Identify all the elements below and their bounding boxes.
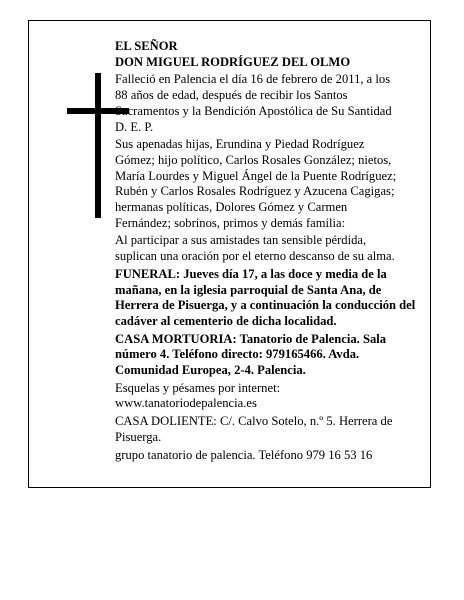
text-line: www.tanatoriodepalencia.es — [115, 396, 257, 411]
text-line: Herrera de Pisuerga, y a continuación la conducción del — [115, 298, 416, 313]
paragraph-familia — [115, 137, 423, 231]
text-line: Fernández; sobrinos, primos y demás familia: — [115, 215, 346, 230]
paragraph-casa-mortuoria — [115, 332, 423, 379]
paragraph-esquelas — [115, 381, 423, 412]
text-line: Esquelas y pésames por internet: — [115, 380, 281, 395]
text-line: Al participar a sus amistades tan sensible pérdida, — [115, 233, 367, 248]
text-line: CASA DOLIENTE: C/. Calvo Sotelo, n.º 5. Herrera de — [115, 414, 393, 429]
text-line: Pisuerga. — [115, 429, 162, 444]
header — [115, 39, 423, 70]
text-line: Rubén y Carlos Rosales Rodríguez y Azucena Cagigas; — [115, 184, 395, 199]
paragraph-grupo-tanatorio — [115, 448, 423, 464]
paragraph-fallecimiento — [115, 72, 423, 135]
text-line: Gómez; hijo político, Carlos Rosales González; nietos, — [115, 152, 392, 167]
text-line: FUNERAL: Jueves día 17, a las doce y media de la — [115, 266, 387, 281]
notice-body — [115, 72, 423, 463]
text-line: mañana, en la iglesia parroquial de Santa Ana, de — [115, 282, 382, 297]
text-line: suplican una oración por el eterno descanso de su alma. — [115, 249, 395, 264]
text-line: CASA MORTUORIA: Tanatorio de Palencia. Sala — [115, 331, 387, 346]
text-line: Falleció en Palencia el día 16 de febrero de 2011, a los — [115, 72, 391, 87]
text-line: Comunidad Europea, 2-4. Palencia. — [115, 363, 306, 378]
text-line: María Lourdes y Miguel Ángel de la Puente Rodríguez; — [115, 168, 397, 183]
header-line-1: EL SEÑOR — [115, 39, 178, 53]
text-line: hermanas políticas, Dolores Gómez y Carmen — [115, 200, 348, 215]
paragraph-oracion — [115, 233, 423, 264]
notice-text — [115, 39, 423, 465]
obituary-notice — [28, 20, 431, 488]
text-line: grupo tanatorio de palencia. Teléfono 979 16 53 16 — [115, 447, 373, 462]
text-line: Sacramentos y la Bendición Apostólica de Su Santidad — [115, 103, 392, 118]
deceased-name: DON MIGUEL RODRÍGUEZ DEL OLMO — [115, 54, 351, 69]
text-line: 88 años de edad, después de recibir los Santos — [115, 88, 348, 103]
text-line: número 4. Teléfono directo: 979165466. Avda. — [115, 347, 360, 362]
paragraph-casa-doliente — [115, 414, 423, 445]
text-line: D. E. P. — [115, 119, 154, 134]
text-line: Sus apenadas hijas, Erundina y Piedad Rodríguez — [115, 137, 365, 152]
paragraph-funeral — [115, 267, 423, 330]
text-line: cadáver al cementerio de dicha localidad. — [115, 313, 337, 328]
